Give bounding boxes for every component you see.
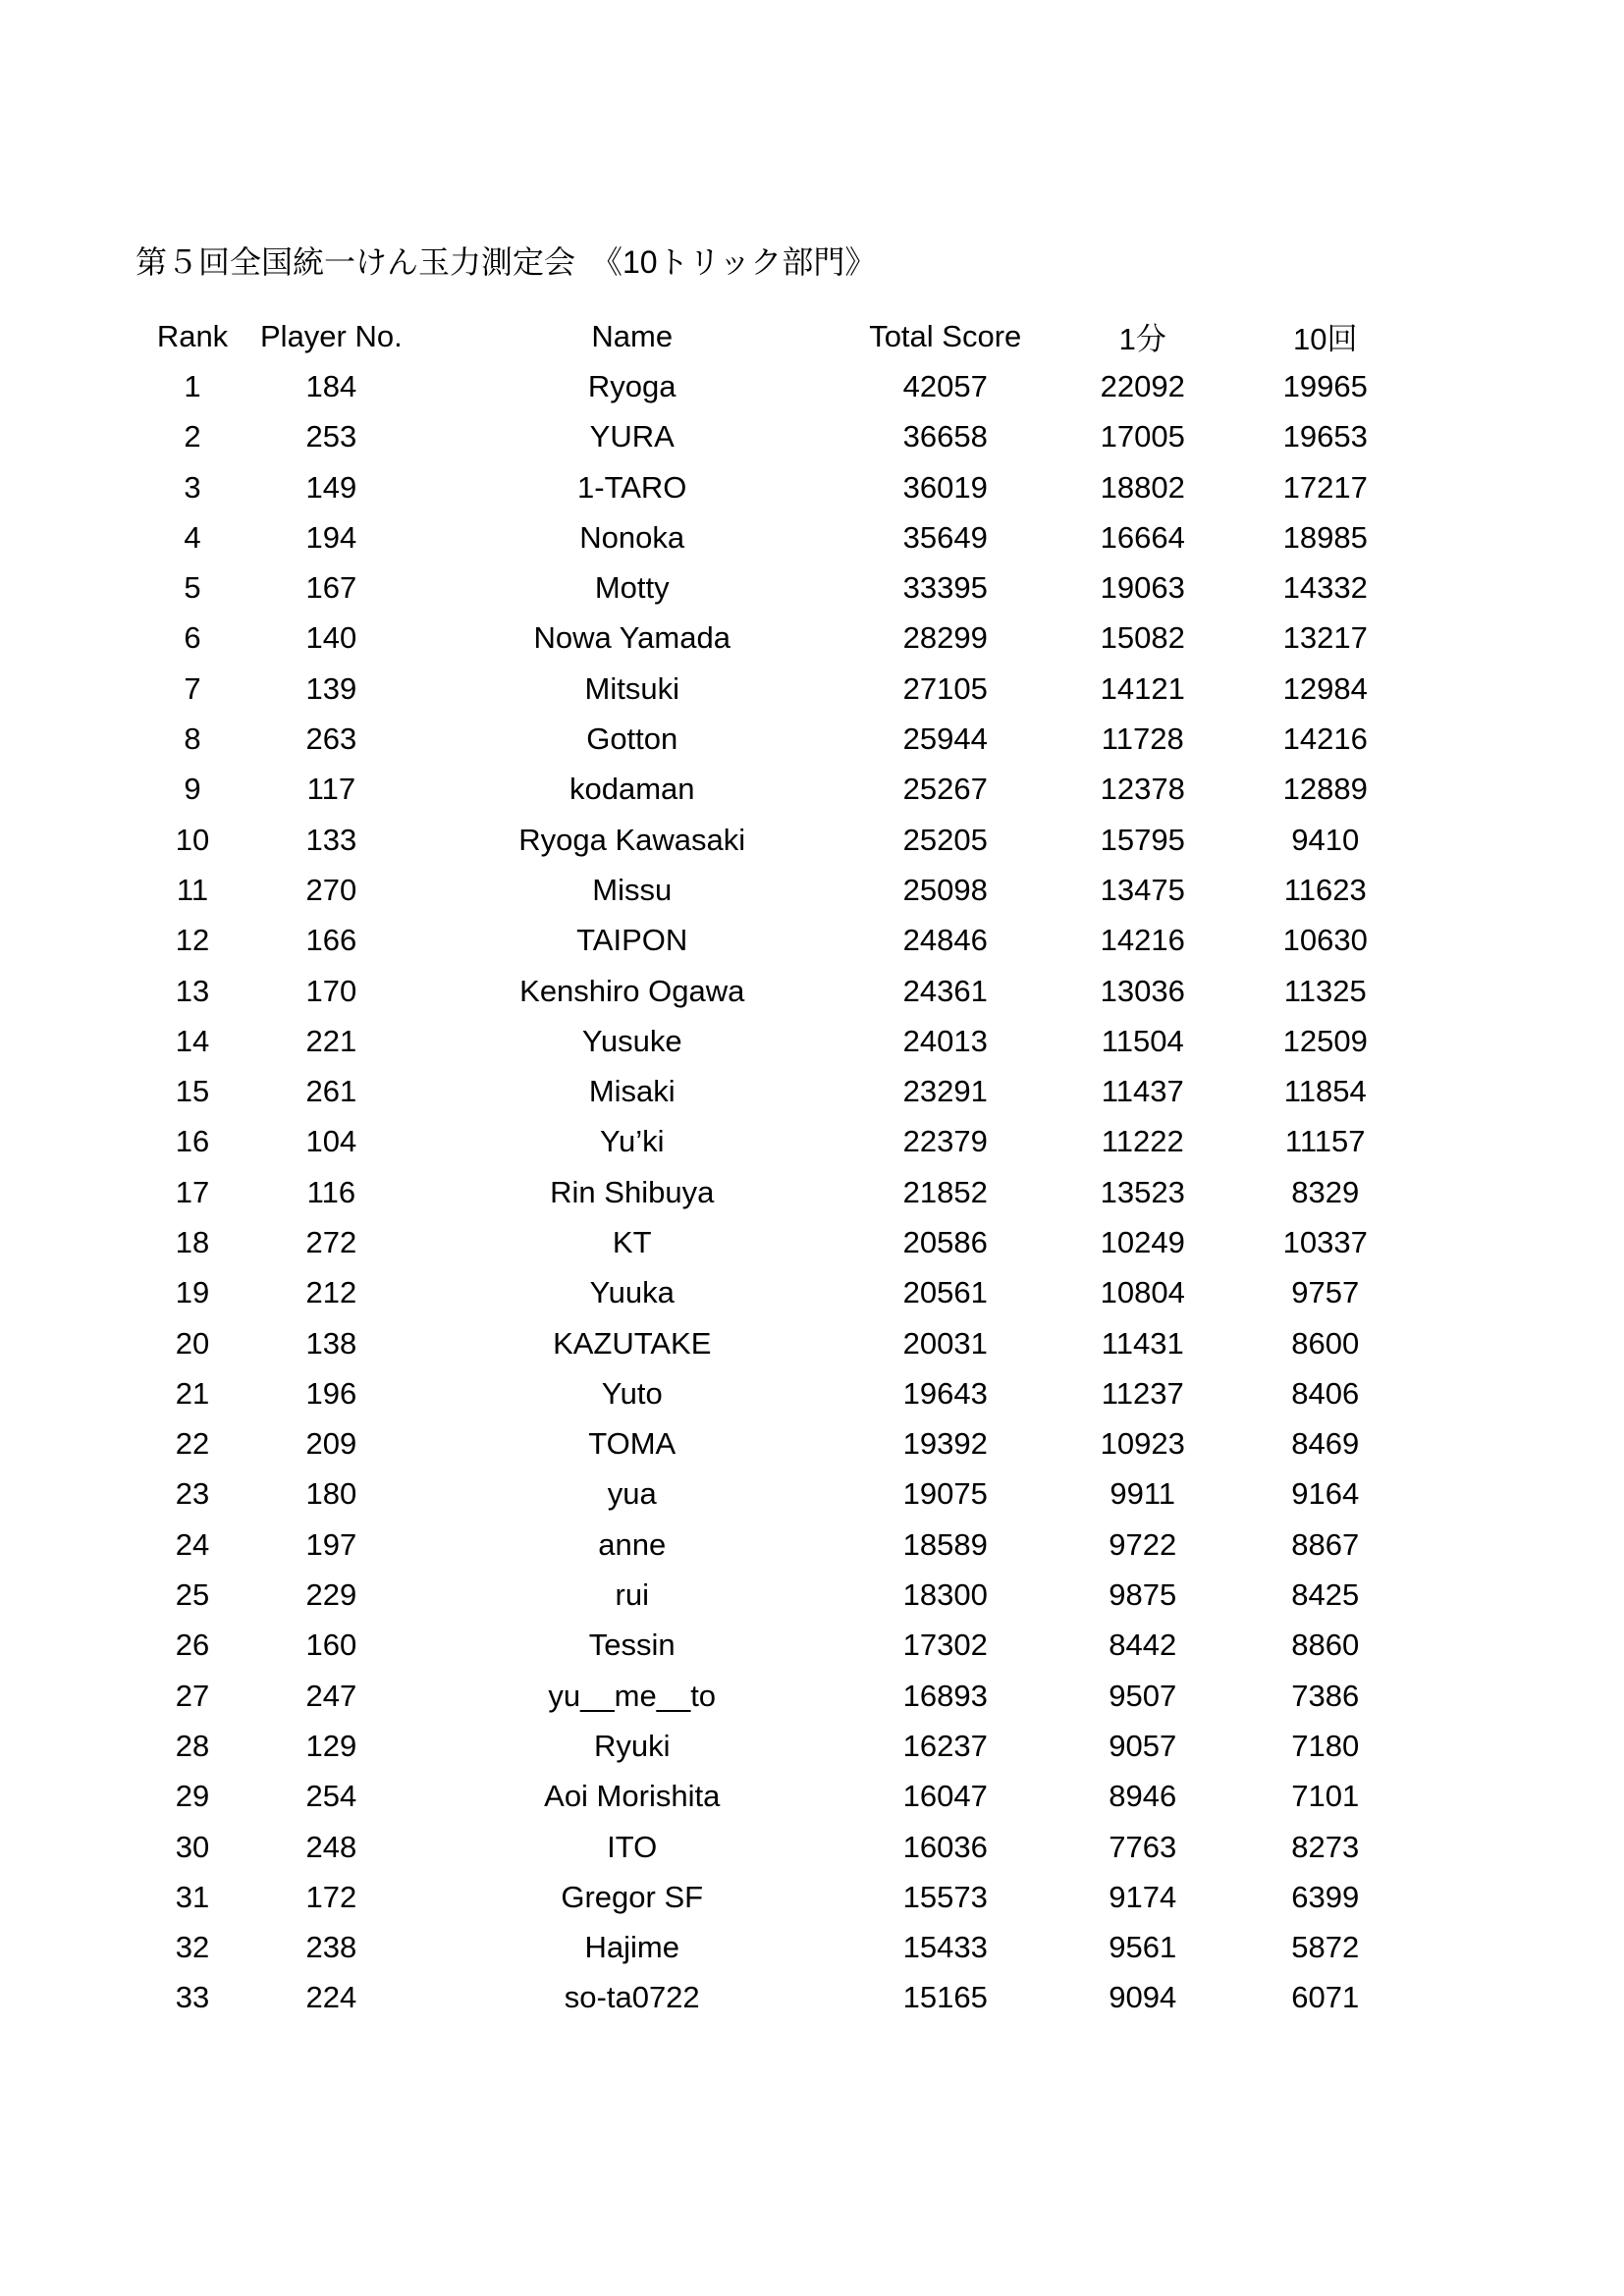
table-row <box>125 1973 1394 2023</box>
table-row <box>125 966 1394 1016</box>
table-cell: 33 <box>175 1980 210 2015</box>
page-title: 第５回全国統一けん玉力測定会 《10トリック部門》 <box>135 244 877 280</box>
table-cell: Nonoka <box>579 519 685 555</box>
table-cell: 1-TARO <box>577 469 687 505</box>
table-cell: Aoi Morishita <box>544 1779 721 1814</box>
table-cell: 160 <box>305 1628 357 1663</box>
table-cell: 248 <box>305 1829 357 1864</box>
table-cell: 19643 <box>902 1375 988 1411</box>
table-cell: 31 <box>175 1879 210 1914</box>
table-cell: 9174 <box>1109 1879 1177 1914</box>
table-cell: 13217 <box>1282 620 1368 656</box>
table-cell: 11623 <box>1283 872 1367 907</box>
table-cell: 9561 <box>1109 1930 1177 1965</box>
table-cell: Tessin <box>588 1628 676 1663</box>
table-cell: KAZUTAKE <box>553 1325 712 1361</box>
table-cell: 25205 <box>902 822 988 857</box>
table-cell: 8442 <box>1109 1628 1177 1663</box>
table-cell: 17 <box>175 1174 210 1209</box>
table-cell: 8273 <box>1291 1829 1360 1864</box>
table-cell: 11 <box>176 872 209 907</box>
table-row <box>125 361 1394 411</box>
table-row <box>125 865 1394 915</box>
table-row <box>125 1016 1394 1066</box>
table-cell: 2 <box>184 419 201 454</box>
table-cell: 139 <box>305 670 357 706</box>
table-row <box>125 1469 1394 1520</box>
table-cell: 11325 <box>1283 973 1367 1008</box>
table-cell: 10 <box>175 822 210 857</box>
table-cell: Ryoga Kawasaki <box>518 822 746 857</box>
table-cell: 19392 <box>902 1426 988 1462</box>
table-cell: 17302 <box>902 1628 988 1663</box>
table-cell: 6071 <box>1291 1980 1360 2015</box>
table-body <box>125 361 1394 2023</box>
table-cell: 30 <box>175 1829 210 1864</box>
table-cell: 18589 <box>902 1526 988 1562</box>
table-cell: 224 <box>305 1980 357 2015</box>
table-cell: 140 <box>305 620 357 656</box>
table-cell: 12509 <box>1282 1023 1368 1058</box>
table-cell: 9057 <box>1109 1728 1177 1763</box>
table-cell: KT <box>612 1224 652 1259</box>
table-cell: 21 <box>175 1375 210 1411</box>
table-cell: 11157 <box>1284 1124 1366 1159</box>
table-cell: Hajime <box>584 1930 679 1965</box>
table-cell: Misaki <box>588 1074 676 1109</box>
table-cell: 261 <box>305 1074 357 1109</box>
table-cell: 209 <box>305 1426 357 1462</box>
table-cell: 10630 <box>1282 923 1368 958</box>
table-cell: Gregor SF <box>561 1879 704 1914</box>
table-cell: 180 <box>305 1476 357 1512</box>
table-cell: Ryoga <box>587 368 677 403</box>
table-cell: 212 <box>305 1275 357 1310</box>
table-cell: yu__me__to <box>548 1678 717 1713</box>
table-cell: 9 <box>184 772 201 807</box>
table-cell: 7101 <box>1291 1779 1360 1814</box>
table-cell: 22 <box>175 1426 210 1462</box>
table-cell: 15 <box>175 1074 210 1109</box>
table-cell: Ryuki <box>593 1728 671 1763</box>
table-cell: 16664 <box>1100 519 1185 555</box>
table-cell: 19 <box>175 1275 210 1310</box>
table-cell: 7763 <box>1109 1829 1177 1864</box>
table-cell: 166 <box>305 923 357 958</box>
table-cell: 25098 <box>902 872 988 907</box>
table-row <box>125 1419 1394 1469</box>
table-cell: 8329 <box>1291 1174 1360 1209</box>
table-cell: 19965 <box>1282 368 1368 403</box>
table-cell: 8469 <box>1291 1426 1360 1462</box>
table-row <box>125 1217 1394 1267</box>
table-cell: 20031 <box>902 1325 988 1361</box>
table-cell: 28299 <box>902 620 988 656</box>
table-cell: 3 <box>184 469 201 505</box>
table-cell: 11437 <box>1101 1074 1184 1109</box>
table-cell: 27105 <box>902 670 988 706</box>
table-row <box>125 1621 1394 1671</box>
table-cell: Yuto <box>601 1375 663 1411</box>
table-row <box>125 916 1394 966</box>
table-cell: 9164 <box>1291 1476 1360 1512</box>
table-cell: 9507 <box>1109 1678 1177 1713</box>
table-cell: 129 <box>305 1728 357 1763</box>
table-cell: 19075 <box>902 1476 988 1512</box>
table-cell: 17217 <box>1282 469 1368 505</box>
table-row <box>125 1570 1394 1620</box>
table-cell: 13475 <box>1100 872 1185 907</box>
table-cell: 1 <box>184 368 201 403</box>
table-cell: 14 <box>175 1023 210 1058</box>
table-row <box>125 714 1394 764</box>
table-cell: 20586 <box>902 1224 988 1259</box>
results-table <box>125 311 1394 2023</box>
table-row <box>125 765 1394 815</box>
table-cell: 11431 <box>1101 1325 1184 1361</box>
table-cell: 10804 <box>1100 1275 1185 1310</box>
table-cell: 19063 <box>1100 570 1185 606</box>
table-cell: Mitsuki <box>584 670 679 706</box>
table-cell: 18300 <box>902 1577 988 1613</box>
table-cell: 7180 <box>1291 1728 1360 1763</box>
table-cell: 167 <box>305 570 357 606</box>
table-cell: 8406 <box>1291 1375 1360 1411</box>
table-cell: 8600 <box>1291 1325 1360 1361</box>
table-cell: 20561 <box>902 1275 988 1310</box>
table-cell: 221 <box>305 1023 357 1058</box>
table-cell: 26 <box>175 1628 210 1663</box>
table-cell: Nowa Yamada <box>533 620 731 656</box>
header-cell: 10回 <box>1292 322 1358 357</box>
table-cell: 18802 <box>1100 469 1185 505</box>
table-cell: 13523 <box>1100 1174 1185 1209</box>
table-cell: 8946 <box>1109 1779 1177 1814</box>
table-cell: 8860 <box>1291 1628 1360 1663</box>
table-row <box>125 664 1394 714</box>
table-cell: 10923 <box>1100 1426 1185 1462</box>
table-row <box>125 1268 1394 1318</box>
table-cell: 133 <box>305 822 357 857</box>
table-row <box>125 1772 1394 1822</box>
table-cell: 116 <box>306 1174 356 1209</box>
table-cell: 11854 <box>1283 1074 1367 1109</box>
table-cell: 9410 <box>1291 822 1360 857</box>
table-cell: 11504 <box>1101 1023 1184 1058</box>
header-cell: Player No. <box>260 318 403 353</box>
table-cell: 14121 <box>1100 670 1185 706</box>
table-cell: 172 <box>305 1879 357 1914</box>
table-cell: 238 <box>305 1930 357 1965</box>
table-cell: anne <box>598 1526 667 1562</box>
table-row <box>125 1721 1394 1771</box>
table-cell: 17005 <box>1100 419 1185 454</box>
table-cell: 35649 <box>902 519 988 555</box>
table-cell: 15082 <box>1100 620 1185 656</box>
table-cell: Yuuka <box>589 1275 675 1310</box>
table-cell: 14216 <box>1282 721 1368 757</box>
table-row <box>125 562 1394 613</box>
table-row <box>125 1872 1394 1922</box>
table-cell: 25944 <box>902 721 988 757</box>
table-cell: 15165 <box>902 1980 988 2015</box>
table-cell: 32 <box>175 1930 210 1965</box>
table-cell: 10337 <box>1282 1224 1368 1259</box>
table-cell: ITO <box>607 1829 658 1864</box>
table-cell: 11237 <box>1101 1375 1184 1411</box>
table-cell: 24846 <box>902 923 988 958</box>
table-cell: 24361 <box>902 973 988 1008</box>
table-cell: Gotton <box>586 721 678 757</box>
table-cell: 8867 <box>1291 1526 1360 1562</box>
table-cell: Yusuke <box>581 1023 682 1058</box>
table-cell: 196 <box>305 1375 357 1411</box>
table-cell: 16047 <box>902 1779 988 1814</box>
table-cell: 9094 <box>1109 1980 1177 2015</box>
table-row <box>125 1066 1394 1116</box>
table-cell: 15795 <box>1100 822 1185 857</box>
table-cell: 23 <box>175 1476 210 1512</box>
table-cell: 8 <box>184 721 201 757</box>
table-cell: 138 <box>305 1325 357 1361</box>
table-cell: 5872 <box>1291 1930 1360 1965</box>
table-row <box>125 1167 1394 1217</box>
table-cell: 12378 <box>1100 772 1185 807</box>
table-row <box>125 1671 1394 1721</box>
table-cell: 9757 <box>1291 1275 1360 1310</box>
table-cell: 29 <box>175 1779 210 1814</box>
table-cell: 13 <box>175 973 210 1008</box>
table-cell: 253 <box>305 419 357 454</box>
table-row <box>125 1318 1394 1368</box>
table-row <box>125 412 1394 462</box>
table-cell: 42057 <box>902 368 988 403</box>
table-row <box>125 1117 1394 1167</box>
table-cell: 254 <box>305 1779 357 1814</box>
table-cell: rui <box>615 1577 649 1613</box>
table-cell: kodaman <box>568 772 695 807</box>
table-row <box>125 1368 1394 1418</box>
table-row <box>125 462 1394 512</box>
table-cell: 22092 <box>1100 368 1185 403</box>
table-cell: 25 <box>175 1577 210 1613</box>
table-row <box>125 1822 1394 1872</box>
header-cell: 1分 <box>1118 322 1166 357</box>
table-cell: 5 <box>184 570 201 606</box>
table-cell: 197 <box>305 1526 357 1562</box>
table-cell: Kenshiro Ogawa <box>519 973 745 1008</box>
table-cell: 16036 <box>902 1829 988 1864</box>
table-cell: 22379 <box>902 1124 988 1159</box>
table-cell: 23291 <box>902 1074 988 1109</box>
table-cell: 12984 <box>1282 670 1368 706</box>
table-cell: 21852 <box>902 1174 988 1209</box>
table-cell: 27 <box>175 1678 210 1713</box>
table-header <box>125 311 1394 361</box>
table-cell: YURA <box>589 419 675 454</box>
table-cell: 6399 <box>1291 1879 1360 1914</box>
table-cell: 14332 <box>1282 570 1368 606</box>
table-cell: 16237 <box>902 1728 988 1763</box>
table-cell: 272 <box>305 1224 357 1259</box>
table-cell: 25267 <box>902 772 988 807</box>
table-cell: 15433 <box>902 1930 988 1965</box>
table-cell: yua <box>607 1476 657 1512</box>
table-cell: 170 <box>305 973 357 1008</box>
table-cell: 15573 <box>902 1879 988 1914</box>
table-cell: 12889 <box>1282 772 1368 807</box>
header-row <box>125 311 1394 361</box>
table-cell: 24013 <box>902 1023 988 1058</box>
table-cell: 13036 <box>1100 973 1185 1008</box>
table-cell: 149 <box>305 469 357 505</box>
table-row <box>125 512 1394 562</box>
header-cell: Total Score <box>869 318 1022 353</box>
table-cell: 18 <box>175 1224 210 1259</box>
table-row <box>125 1923 1394 1973</box>
table-cell: 10249 <box>1100 1224 1185 1259</box>
table-cell: 9722 <box>1109 1526 1177 1562</box>
table-cell: 24 <box>175 1526 210 1562</box>
table-cell: Missu <box>592 872 673 907</box>
table-cell: 11222 <box>1101 1124 1184 1159</box>
table-cell: 9875 <box>1109 1577 1177 1613</box>
table-cell: 7 <box>184 670 201 706</box>
table-cell: 117 <box>306 772 356 807</box>
table-cell: Yu’ki <box>599 1124 665 1159</box>
table-cell: 9911 <box>1110 1476 1176 1512</box>
table-cell: Rin Shibuya <box>550 1174 715 1209</box>
table-cell: 28 <box>175 1728 210 1763</box>
table-cell: 16 <box>175 1124 210 1159</box>
header-cell: Name <box>591 318 674 353</box>
table-row <box>125 815 1394 865</box>
table-cell: 263 <box>305 721 357 757</box>
table-cell: 184 <box>305 368 357 403</box>
table-cell: TAIPON <box>576 923 688 958</box>
table-cell: 4 <box>184 519 201 555</box>
table-cell: 18985 <box>1282 519 1368 555</box>
table-row <box>125 1520 1394 1570</box>
table-cell: 104 <box>305 1124 357 1159</box>
table-cell: so-ta0722 <box>564 1980 700 2015</box>
table-cell: 36658 <box>902 419 988 454</box>
table-cell: 16893 <box>902 1678 988 1713</box>
table-cell: 11728 <box>1101 721 1184 757</box>
table-cell: 33395 <box>902 570 988 606</box>
table-cell: 247 <box>305 1678 357 1713</box>
table-cell: 36019 <box>902 469 988 505</box>
table-cell: TOMA <box>588 1426 677 1462</box>
header-cell: Rank <box>156 318 229 353</box>
table-cell: Motty <box>594 570 670 606</box>
table-cell: 12 <box>175 923 210 958</box>
table-cell: 6 <box>184 620 201 656</box>
table-cell: 229 <box>305 1577 357 1613</box>
table-cell: 20 <box>175 1325 210 1361</box>
table-cell: 270 <box>305 872 357 907</box>
table-row <box>125 614 1394 664</box>
table-cell: 194 <box>305 519 357 555</box>
table-cell: 8425 <box>1291 1577 1360 1613</box>
table-cell: 7386 <box>1291 1678 1360 1713</box>
table-cell: 19653 <box>1282 419 1368 454</box>
table-cell: 14216 <box>1100 923 1185 958</box>
